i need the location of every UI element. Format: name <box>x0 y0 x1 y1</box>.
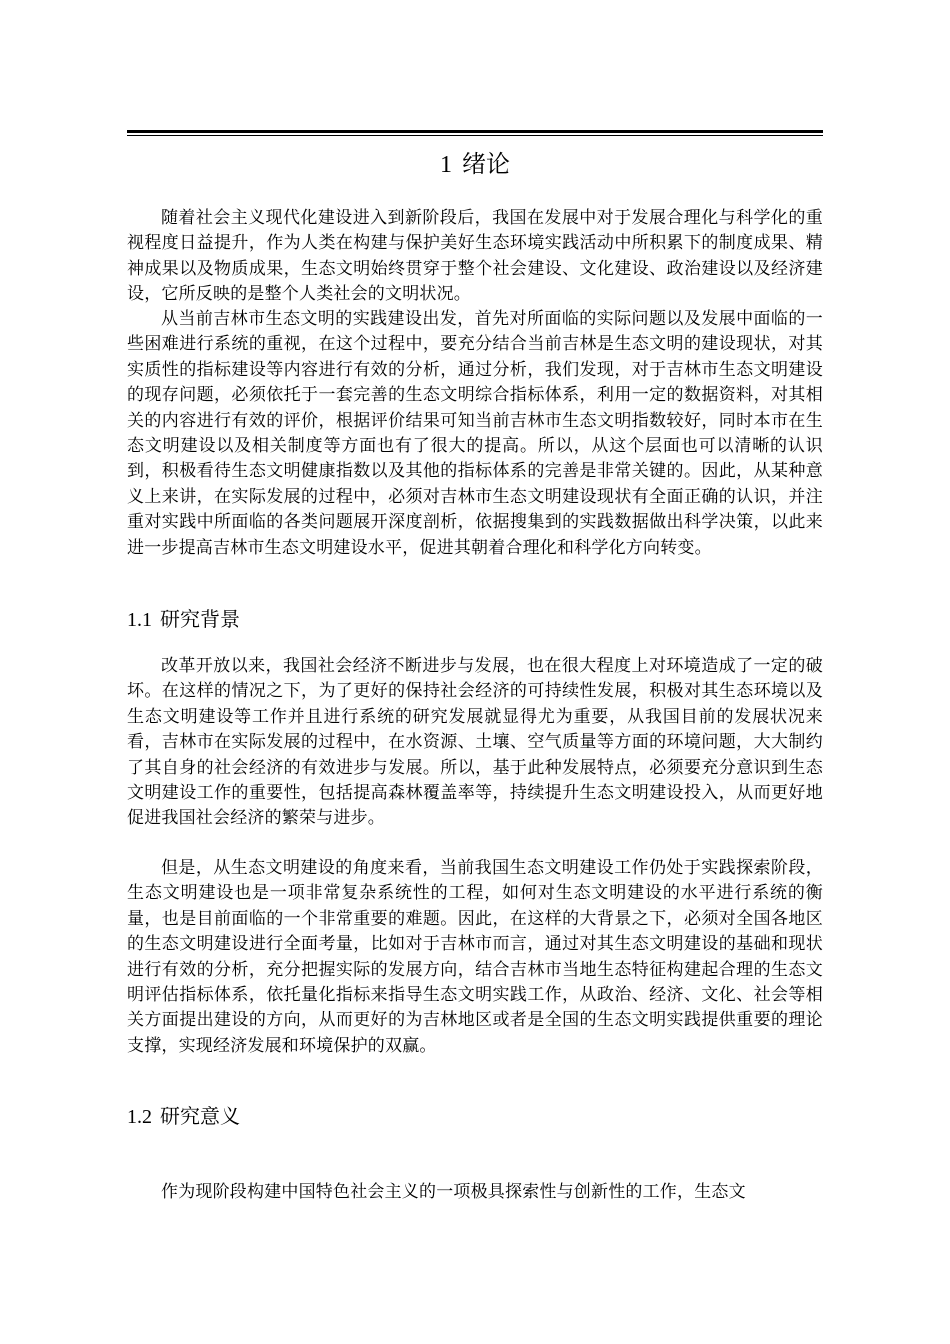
significance-paragraph-1: 作为现阶段构建中国特色社会主义的一项极具探索性与创新性的工作，生态文 <box>161 1182 746 1202</box>
background-paragraph-1: 改革开放以来，我国社会经济不断进步与发展，也在很大程度上对环境造成了一定的破坏。在这样的情况之下，为了更好的保持社会经济的可持续性发展，积极对其生态环境以及生态文明建设等工作并且进行系统的研究发展就显得尤为重要，从我国目前的发展状况来看，吉林市在实际发展的过程中，在水资源、土壤、空气质量等方面的环境问题，大大制约了其自身的社会经济的有效进步与发展。所以，基于此种发展特点，必须要充分意识到生态文明建设工作的重要性，包括提高森林覆盖率等，持续提升生态文明建设投入，从而更好地促进我国社会经济的繁荣与进步。 <box>127 656 823 829</box>
chapter-heading <box>127 146 823 183</box>
section-number: 1.1 <box>127 609 152 631</box>
header-rule-thin <box>127 135 823 136</box>
section-heading-1-2 <box>127 1101 240 1132</box>
header-rule-thick <box>127 130 823 133</box>
section-title-text: 研究背景 <box>160 607 240 631</box>
section-title-text: 研究意义 <box>160 1104 240 1128</box>
intro-paragraph-2: 从当前吉林市生态文明的实践建设出发，首先对所面临的实际问题以及发展中面临的一些困难进行系统的重视，在这个过程中，要充分结合当前吉林是生态文明的建设现状，对其实质性的指标建设等内容进行有效的分析，通过分析，我们发现，对于吉林市生态文明建设的现存问题，必须依托于一套完善的生态文明综合指标体系，利用一定的数据资料，对其相关的内容进行有效的评价，根据评价结果可知当前吉林市生态文明指数较好，同时本市在生态文明建设以及相关制度等方面也有了很大的提高。所以，从这个层面也可以清晰的认识到，积极看待生态文明健康指数以及其他的指标体系的完善是非常关键的。因此，从某种意义上来讲，在实际发展的过程中，必须对吉林市生态文明建设现状有全面正确的认识，并注重对实践中所面临的各类问题展开深度剖析，依据搜集到的实践数据做出科学决策，以此来进一步提高吉林市生态文明建设水平，促进其朝着合理化和科学化方向转变。 <box>127 309 823 558</box>
section-number: 1.2 <box>127 1106 152 1128</box>
chapter-number: 1 <box>440 152 452 178</box>
intro-paragraph-1: 随着社会主义现代化建设进入到新阶段后，我国在发展中对于发展合理化与科学化的重视程度日益提升，作为人类在构建与保护美好生态环境实践活动中所积累下的制度成果、精神成果以及物质成果，生态文明始终贯穿于整个社会建设、文化建设、政治建设以及经济建设，它所反映的是整个人类社会的文明状况。 <box>127 208 823 305</box>
section-heading-1-1 <box>127 604 240 635</box>
background-paragraph-2: 但是，从生态文明建设的角度来看，当前我国生态文明建设工作仍处于实践探索阶段，生态文明建设也是一项非常复杂系统性的工程，如何对生态文明建设的水平进行系统的衡量，也是目前面临的一个非常重要的难题。因此，在这样的大背景之下，必须对全国各地区的生态文明建设进行全面考量，比如对于吉林市而言，通过对其生态文明建设的基础和现状进行有效的分析，充分把握实际的发展方向，结合吉林市当地生态特征构建起合理的生态文明评估指标体系，依托量化指标来指导生态文明实践工作，从政治、经济、文化、社会等相关方面提出建设的方向，从而更好的为吉林地区或者是全国的生态文明实践提供重要的理论支撑，实现经济发展和环境保护的双赢。 <box>127 858 823 1056</box>
chapter-title-text: 绪论 <box>462 150 510 178</box>
